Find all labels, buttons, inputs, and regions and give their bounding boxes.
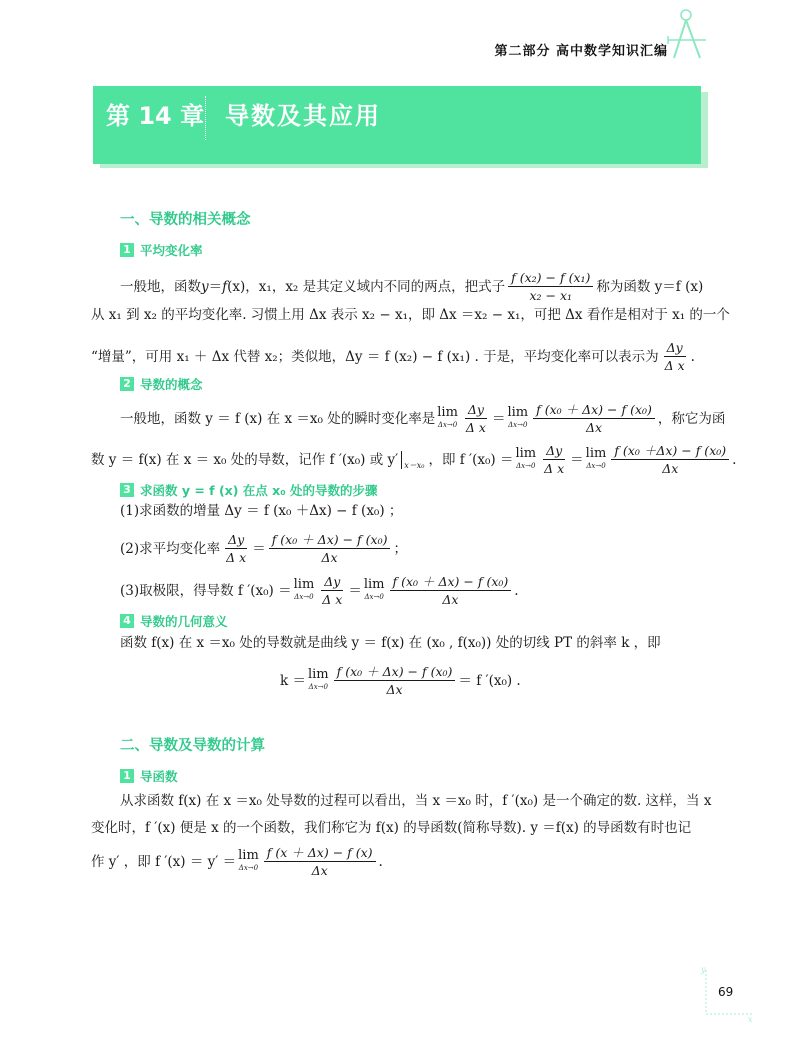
text-line [91,818,691,838]
text-fragment: ，即 f ′(x₀) ＝ [428,451,514,468]
fraction-denominator: x₂ − x₁ [529,288,573,303]
fraction-denominator: Δ x [226,550,247,565]
text-fragment: 从求函数 f(x) 在 x ＝x₀ 处导数的过程可以看出，当 x ＝x₀ 时，f ′(x₀) 是一个确定的数. 这样，当 x [120,793,712,809]
fraction-denominator: Δ x [465,420,486,435]
text-fragment: 函数 f(x) 在 x ＝x₀ 处的导数就是曲线 y ＝ f(x) 在 (x₀ , f(x₀)) 处的切线 PT 的斜率 k ，即 [120,635,661,651]
subsection-2-1 [120,767,178,785]
fraction-denominator: Δ x [664,358,685,373]
text-line [120,270,703,303]
text-fragment: f [222,278,228,295]
limit-word: lim [363,576,385,592]
fraction-numerator: Δy [465,402,487,419]
fraction [334,664,456,697]
subsection-title: 导函数 [140,769,178,784]
text-fragment: ； [393,540,407,557]
limit-word: lim [293,576,315,592]
subsection-1-2 [120,375,203,393]
axis-x-label: x [748,1015,753,1024]
fraction-numerator: Δy [543,443,565,460]
fraction-numerator: f (x₀ ＋ Δx) − f (x₀) [390,574,512,591]
subsection-number: 1 [120,769,134,783]
axis-y-label: y [701,965,706,974]
subsection-1-4 [120,612,228,630]
text-line [120,532,407,565]
text-fragment: 从 x₁ 到 x₂ 的平均变化率. 习惯上用 Δx 表示 x₂ − x₁，即 Δx ＝x₂ − x₁，可把 Δx 看作是相对于 x₁ 的一个 [91,307,730,323]
fraction-numerator: Δy [664,340,686,357]
text-line [120,633,661,653]
text-fragment: 数 y ＝ f(x) 在 x ＝ x₀ 处的导数，记作 f ′(x₀) 或 y′ [91,451,399,468]
text-fragment: (x)，x₁，x₂ 是其定义域内不同的两点，把式子 [227,278,506,295]
subsection-title: 求函数 y = f (x) 在点 x₀ 处的导数的步骤 [140,483,378,498]
chapter-title: 导数及其应用 [225,102,381,130]
limit-subscript: Δx→0 [238,863,259,872]
limit-word: lim [585,445,607,461]
fraction [390,574,512,607]
limit-subscript: Δx→0 [364,592,384,601]
limit-word: lim [437,404,458,420]
text-fragment: (1)求函数的增量 Δy ＝ f (x₀ ＋Δx) − f (x₀) ； [120,503,403,519]
text-line [280,664,521,697]
subsection-1-1 [120,241,203,259]
fraction [269,532,391,565]
fraction-numerator: f (x₀ ＋Δx) − f (x₀) [611,443,729,460]
fraction-denominator: Δx [662,461,679,476]
fraction-numerator: f (x₂) − f (x₁) [508,270,593,287]
subsection-title: 导数的概念 [140,377,203,392]
limit-subscript: Δx→0 [586,461,606,470]
text-fragment: . [378,853,383,870]
evaluation-bar [401,451,402,469]
limit [507,404,529,431]
fraction-denominator: Δx [386,682,403,697]
text-fragment: . [514,582,519,599]
limit [238,847,259,874]
text-fragment: (3)取极限，得导数 f ′(x₀) ＝ [120,582,292,599]
subsection-number: 3 [120,483,134,497]
subsection-number: 4 [120,614,134,628]
text-fragment: ＝ [491,410,506,427]
fraction-numerator: f (x₀ ＋ Δx) − f (x₀) [334,664,456,681]
fraction [611,443,729,476]
fraction-denominator: Δx [585,420,603,435]
fraction-numerator: f (x₀ ＋ Δx) − f (x₀) [533,402,655,419]
chapter-number: 第 14 章 [106,102,205,130]
text-fragment: ＝ [208,278,223,295]
text-fragment: ＝ [348,582,362,599]
fraction [223,532,249,565]
fraction-denominator: Δx [311,863,328,878]
text-line [120,402,725,435]
fraction [541,443,567,476]
fraction [533,402,655,435]
limit-word: lim [507,404,529,420]
text-fragment: . [732,451,737,468]
subsection-1-3 [120,481,378,499]
text-fragment: ，称它为函 [657,410,726,427]
text-fragment: (2)求平均变化率 [120,540,221,557]
text-line [120,501,402,521]
limit [293,576,315,603]
text-fragment: 作 y′ ，即 f ′(x) ＝ y′ ＝ [91,853,237,870]
text-line [91,443,736,476]
fraction [463,402,489,435]
fraction-denominator: Δ x [322,592,343,607]
fraction-numerator: f (x₀ ＋ Δx) − f (x₀) [269,532,391,549]
limit-subscript: Δx→0 [437,420,458,429]
subsection-number: 2 [120,377,134,391]
subsection-title: 平均变化率 [140,243,203,258]
fraction-denominator: Δ x [544,461,565,476]
limit-subscript: Δx→0 [294,592,314,601]
text-fragment: 称为函数 y＝f (x) [596,278,704,295]
text-line [120,574,519,607]
fraction-denominator: Δx [442,592,459,607]
text-fragment: 变化时，f ′(x) 便是 x 的一个函数，我们称它为 f(x) 的导函数(简称导数). y ＝f(x) 的导函数有时也记 [91,820,692,836]
text-fragment: ＝ [252,540,266,557]
text-fragment: . [690,348,695,365]
fraction-numerator: f (x ＋ Δx) − f (x) [264,845,376,862]
limit [515,445,537,472]
section-heading-1: 一、导数的相关概念 [120,212,251,228]
limit-subscript: Δx→0 [516,461,536,470]
section-heading-2: 二、导数及导数的计算 [120,738,265,754]
text-fragment: ＝ [570,451,584,468]
subsection-title: 导数的几何意义 [140,614,228,629]
compass-icon [664,6,708,62]
limit [307,666,329,693]
text-line [91,845,383,878]
limit [585,445,607,472]
fraction [319,574,345,607]
fraction-numerator: Δy [225,532,247,549]
text-fragment: k ＝ [280,672,306,689]
text-line [120,791,711,811]
fraction [662,340,688,373]
banner-divider [205,96,206,140]
text-fragment: ＝ f ′(x₀) . [458,672,521,689]
limit-word: lim [307,666,329,682]
evaluation-subscript: x＝x₀ [404,460,425,470]
fraction [508,270,593,303]
text-line [91,305,730,325]
fraction-numerator: Δy [321,574,343,591]
limit-word: lim [238,847,259,863]
limit-subscript: Δx→0 [508,420,528,429]
fraction [264,845,376,878]
fraction-denominator: Δx [321,550,338,565]
limit [363,576,385,603]
part-title: 第二部分 高中数学知识汇编 [494,44,668,59]
limit-word: lim [515,445,537,461]
text-fragment: “增量”，可用 x₁ ＋ Δx 代替 x₂；类似地，Δy ＝ f (x₂) − f (x₁) . 于是，平均变化率可以表示为 [91,348,659,365]
text-fragment: y [201,278,209,295]
limit-subscript: Δx→0 [308,682,328,691]
text-fragment: 一般地，函数 [120,278,201,295]
page-number: 69 [718,985,734,999]
text-fragment: 一般地，函数 y ＝ f (x) 在 x ＝x₀ 处的瞬时变化率是 [120,410,436,427]
text-line [91,340,695,373]
subsection-number: 1 [120,243,134,257]
limit [437,404,458,431]
